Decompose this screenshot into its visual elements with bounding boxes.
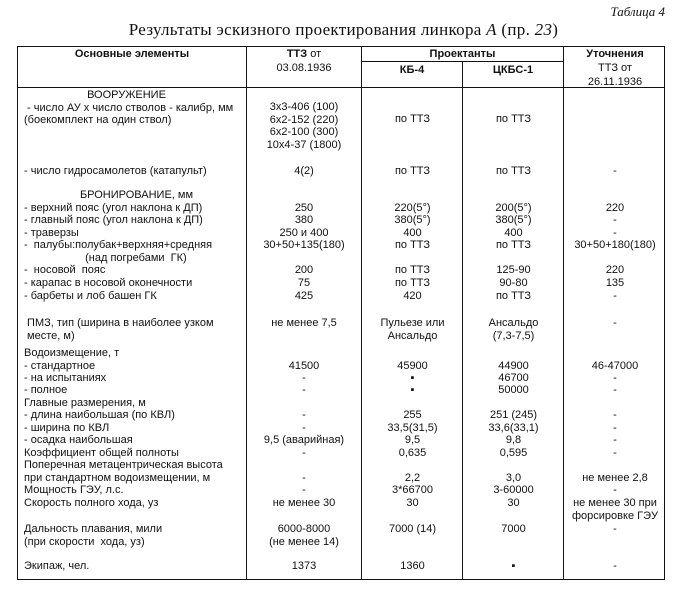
subheader-divider	[361, 61, 563, 62]
cell-tskbs1: по ТТЗ	[495, 239, 532, 251]
cell-refinements: не менее 30 при форсировке ГЭУ	[572, 497, 658, 522]
cell-ttz-1936: 75	[297, 277, 311, 289]
cell-kb4: 0,635	[398, 447, 427, 459]
cell-kb4: по ТТЗ	[394, 165, 431, 177]
cell-ttz-1936: 9,5 (аварийная)	[263, 434, 345, 446]
cell-ttz-1936: 41500	[288, 360, 320, 372]
title-text: Результаты эскизного проектирования линкора	[128, 20, 487, 39]
row-label: ПМЗ, тип (ширина в наиболее узком месте, м)	[27, 317, 214, 342]
title-suffix-pre: (пр.	[496, 20, 535, 39]
cell-kb4: 3*66700	[392, 484, 433, 496]
cell-refinements: -	[613, 560, 617, 572]
cell-refinements: -	[613, 317, 617, 329]
cell-tskbs1: 50000	[498, 384, 529, 396]
cell-kb4: 400	[403, 227, 422, 239]
cell-kb4: по ТТЗ	[394, 277, 431, 289]
cell-ttz-1936: 250 и 400	[279, 227, 329, 239]
cell-tskbs1: 125-90	[496, 264, 531, 276]
cell-kb4: 255	[403, 409, 422, 421]
cell-ttz-1936: -	[302, 384, 306, 396]
cell-tskbs1: 46700	[498, 372, 529, 384]
cell-kb4: 33,5(31,5)	[387, 422, 438, 434]
row-label: Мощность ГЭУ, л.с.	[24, 484, 124, 496]
cell-ttz-1936: 380	[294, 214, 314, 226]
row-label: - стандартное	[24, 360, 96, 372]
row-label: - число гидросамолетов (катапульт)	[24, 165, 207, 177]
cell-kb4: 2,2	[404, 472, 421, 484]
cell-ttz-1936: не менее 7,5	[271, 317, 337, 329]
cell-kb4: 9,5	[404, 434, 421, 446]
cell-tskbs1: 380(5°)	[495, 214, 532, 226]
cell-tskbs1: 9,8	[505, 434, 522, 446]
cell-refinements: -	[613, 422, 617, 434]
row-label: Водоизмещение, т	[24, 347, 120, 359]
cell-refinements: -	[613, 227, 617, 239]
cell-tskbs1: 90-80	[499, 277, 528, 289]
row-label: - верхний пояс (угол наклона к ДП)	[24, 202, 203, 214]
header-refinements: Уточнения ТТЗ от 26.11.1936	[586, 48, 644, 88]
cell-ttz-1936: 30+50+135(180)	[263, 239, 345, 251]
cell-tskbs1: Ансальдо (7,3-7,5)	[488, 317, 539, 342]
row-label: - палубы:полубак+верхняя+средняя (над погребами ГК)	[24, 239, 213, 264]
cell-kb4: ▪	[410, 372, 415, 384]
cell-tskbs1: 33,6(33,1)	[488, 422, 539, 434]
cell-ttz-1936: 6000-8000 (не менее 14)	[269, 523, 339, 548]
cell-tskbs1: по ТТЗ	[495, 113, 532, 125]
row-label: Экипаж, чел.	[24, 560, 90, 572]
cell-refinements: 46-47000	[591, 360, 639, 372]
cell-refinements: 135	[605, 277, 625, 289]
cell-tskbs1: по ТТЗ	[495, 165, 532, 177]
cell-refinements: -	[613, 447, 617, 459]
title-project-number: 23	[534, 20, 553, 39]
cell-ttz-1936: 3х3-406 (100) 6х2-152 (220) 6х2-100 (300) 10х4-37 (1800)	[266, 101, 342, 151]
header-kb4: КБ-4	[399, 64, 425, 76]
header-designers-group: Проектанты	[429, 48, 496, 60]
results-table	[17, 46, 665, 580]
cell-refinements: 30+50+180(180)	[574, 239, 656, 251]
row-label: - носовой пояс	[24, 264, 106, 276]
row-label: - на испытаниях	[24, 372, 107, 384]
cell-tskbs1: 3-60000	[493, 484, 534, 496]
page-title	[0, 20, 687, 40]
cell-tskbs1: по ТТЗ	[495, 290, 532, 302]
cell-refinements: -	[613, 165, 617, 177]
cell-tskbs1: 3,0	[505, 472, 522, 484]
cell-refinements: -	[613, 523, 617, 535]
cell-tskbs1: 44900	[498, 360, 529, 372]
row-label: - главный пояс (угол наклона к ДП)	[24, 214, 203, 226]
row-label: - карапас в носовой оконечности	[24, 277, 193, 289]
row-label: - барбеты и лоб башен ГК	[24, 290, 157, 302]
cell-kb4: 1360	[400, 560, 425, 572]
cell-kb4: 420	[403, 290, 422, 302]
cell-kb4: по ТТЗ	[394, 113, 431, 125]
cell-ttz-1936: не менее 30	[272, 497, 336, 509]
row-label-text: - число АУ х число стволов - калибр, мм (боекомплект на один ствол)	[24, 101, 234, 126]
row-label: Поперечная метацентрическая высота	[24, 459, 223, 471]
cell-kb4: 380(5°)	[394, 214, 431, 226]
row-label: при стандартном водоизмещении, м	[24, 472, 211, 484]
cell-tskbs1: 7000	[501, 523, 526, 535]
section-heading-armor: БРОНИРОВАНИЕ, мм	[79, 189, 194, 201]
row-label: - осадка наибольшая	[24, 434, 133, 446]
cell-kb4: по ТТЗ	[394, 264, 431, 276]
cell-ttz-1936: -	[302, 447, 306, 459]
header-ttz-date: 03.08.1936	[276, 62, 332, 74]
section-heading-armament: ВООРУЖЕНИЕ	[87, 89, 166, 101]
cell-kb4: 30	[406, 497, 419, 509]
row-label: Главные размерения, м	[24, 397, 146, 409]
cell-kb4: 220(5°)	[394, 202, 431, 214]
cell-ttz-1936: -	[302, 484, 306, 496]
cell-tskbs1: 0,595	[499, 447, 528, 459]
cell-kb4: 7000 (14)	[388, 523, 437, 535]
cell-refinements: -	[613, 434, 617, 446]
cell-ttz-1936: 250	[294, 202, 314, 214]
cell-refinements: -	[613, 372, 617, 384]
cell-ttz-1936: 425	[294, 290, 314, 302]
cell-tskbs1: 30	[507, 497, 520, 509]
cell-tskbs1: ▪	[511, 560, 516, 572]
cell-tskbs1: 200(5°)	[495, 202, 532, 214]
cell-ttz-1936: -	[302, 472, 306, 484]
cell-ttz-1936: -	[302, 422, 306, 434]
cell-kb4: ▪	[410, 384, 415, 396]
row-label: Коэффициент общей полноты	[24, 447, 179, 459]
cell-refinements: не менее 2,8	[582, 472, 648, 484]
cell-ttz-1936: 1373	[291, 560, 317, 572]
cell-refinements: -	[613, 214, 617, 226]
row-label: - траверзы	[24, 227, 79, 239]
row-label	[24, 89, 249, 127]
cell-ttz-1936: -	[302, 372, 306, 384]
cell-refinements: -	[613, 384, 617, 396]
cell-refinements: -	[613, 409, 617, 421]
cell-kb4: по ТТЗ	[394, 239, 431, 251]
cell-kb4: Пульезе или Ансальдо	[380, 317, 445, 342]
header-main-elements: Основные элементы	[74, 48, 190, 60]
title-ship-letter: А	[486, 20, 497, 39]
cell-ttz-1936: 4(2)	[294, 165, 314, 177]
table-caption: Таблица 4	[610, 4, 665, 19]
row-label: - ширина по КВЛ	[24, 422, 110, 434]
cell-ttz-1936: -	[302, 409, 306, 421]
cell-tskbs1: 251 (245)	[489, 409, 538, 421]
row-label: Дальность плавания, мили (при скорости хода, уз)	[24, 523, 163, 548]
cell-kb4: 45900	[397, 360, 428, 372]
header-ttz: ТТЗ от 03.08.1936	[276, 48, 332, 74]
row-label: Скорость полного хода, уз	[24, 497, 159, 509]
cell-refinements: 220	[605, 264, 625, 276]
header-tskbs1: ЦКБС-1	[492, 64, 534, 76]
cell-refinements: -	[613, 484, 617, 496]
row-label: - полное	[24, 384, 68, 396]
cell-tskbs1: 400	[504, 227, 523, 239]
cell-refinements: 220	[605, 202, 625, 214]
title-suffix-post: )	[552, 20, 559, 39]
cell-ttz-1936: 200	[294, 264, 314, 276]
row-label: - длина наибольшая (по КВЛ)	[24, 409, 175, 421]
cell-refinements: -	[613, 290, 617, 302]
